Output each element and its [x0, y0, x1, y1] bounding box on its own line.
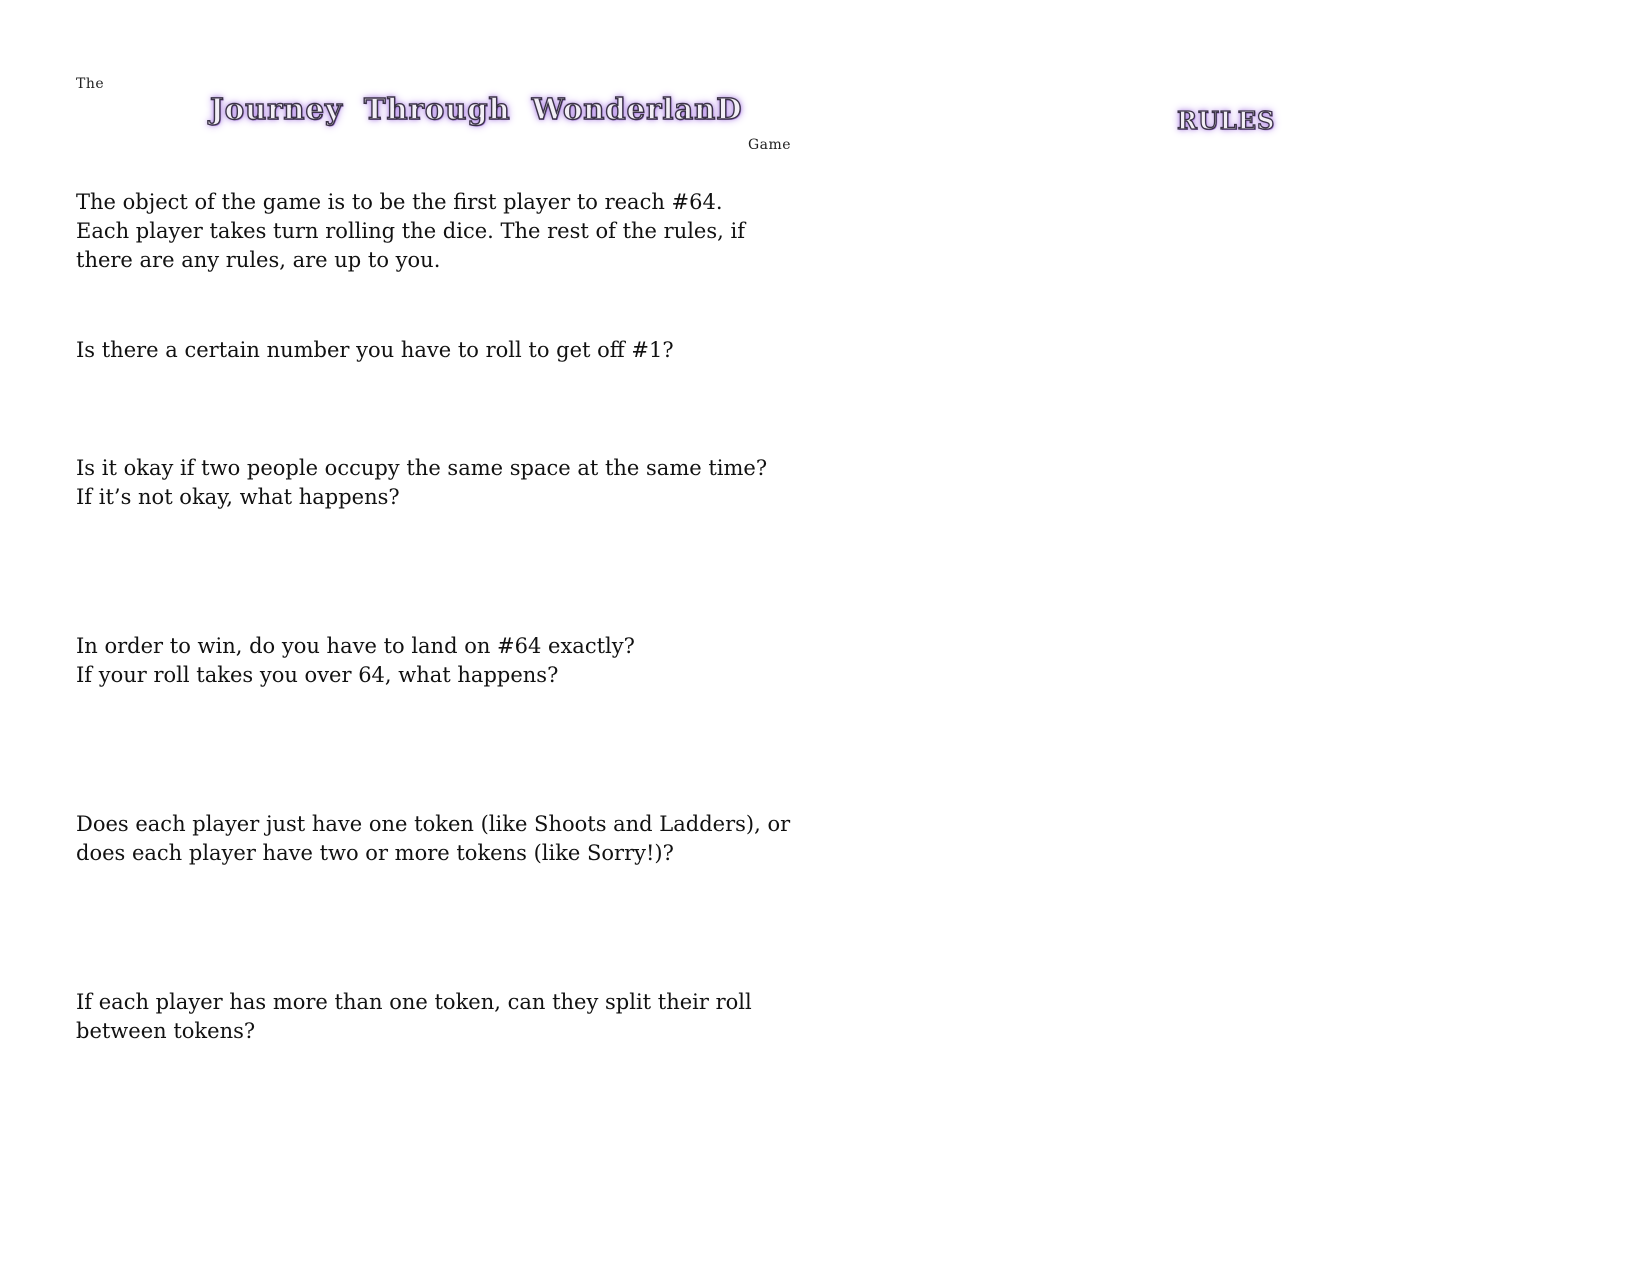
- paragraph-line: Each player takes turn rolling the dice. The rest of the rules, if: [76, 219, 745, 243]
- paragraph-line: If your roll takes you over 64, what happens?: [76, 663, 559, 687]
- paragraph-line: Does each player just have one token (like Shoots and Ladders), or: [76, 812, 791, 836]
- paragraph-line: The object of the game is to be the first player to reach #64.: [76, 190, 723, 214]
- question-paragraph: [76, 632, 816, 690]
- paragraph-line: If each player has more than one token, can they split their roll: [76, 990, 752, 1014]
- paragraph-line: Is there a certain number you have to roll to get off #1?: [76, 338, 674, 362]
- paragraph-line: Is it okay if two people occupy the same space at the same time?: [76, 456, 768, 480]
- title-suffix: Game: [748, 137, 792, 153]
- intro-paragraph: [76, 188, 816, 275]
- question-paragraph: [76, 454, 816, 512]
- paragraph-line: there are any rules, are up to you.: [76, 248, 441, 272]
- paragraph-line: If it’s not okay, what happens?: [76, 485, 400, 509]
- rules-heading: RULES: [1177, 106, 1276, 135]
- title-prefix: The: [76, 76, 105, 92]
- question-paragraph: [76, 810, 816, 868]
- page-title: Journey Through WonderlanD: [210, 92, 743, 126]
- question-paragraph: [76, 988, 816, 1046]
- paragraph-line: In order to win, do you have to land on #64 exactly?: [76, 634, 635, 658]
- paragraph-line: does each player have two or more tokens (like Sorry!)?: [76, 841, 674, 865]
- question-paragraph: [76, 336, 816, 365]
- paragraph-line: between tokens?: [76, 1019, 256, 1043]
